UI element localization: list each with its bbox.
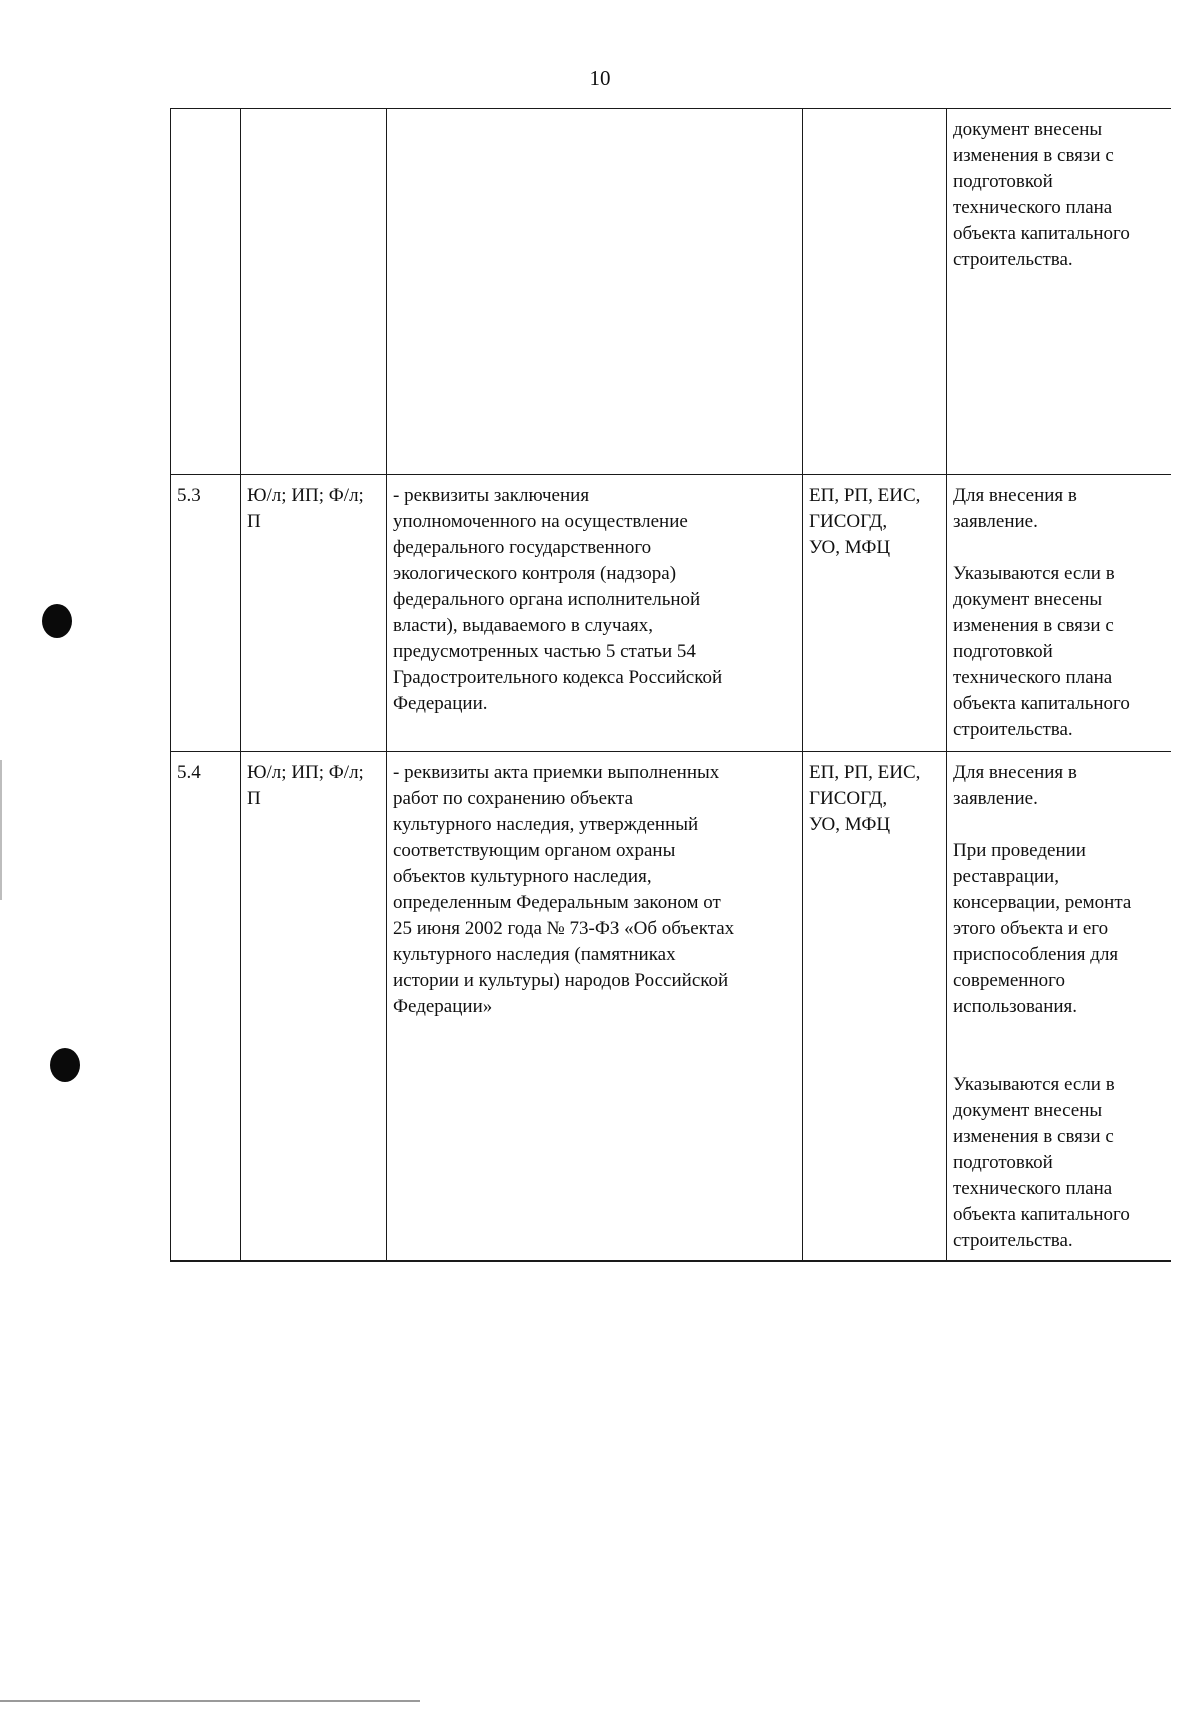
note-paragraph: Указываются если в документ внесены изменения в связи с подготовкой технического плана объекта капитального строительства. [953, 563, 1130, 740]
table-row-5-3 [171, 475, 1171, 752]
note-cell [947, 109, 1171, 475]
note-paragraph: При проведении реставрации, консервации, ремонта этого объекта и его приспособления для современного использования. [953, 840, 1132, 1017]
row-number-cell [171, 109, 241, 475]
description-cell: - реквизиты акта приемки выполненных работ по сохранению объекта культурного наследия, утвержденный соответствующим органом охраны объектов культурного наследия, определенным Федеральным законом от 25 июня 2002 года № 73-ФЗ «Об объектах культурного наследия (памятниках истории и культуры) народов Российской Федерации» [387, 752, 803, 1262]
note-cell [947, 475, 1171, 752]
applicant-cell: Ю/л; ИП; Ф/л; П [241, 475, 387, 752]
applicant-cell [241, 109, 387, 475]
row-number-cell: 5.4 [171, 752, 241, 1262]
scan-edge-mark [0, 760, 2, 900]
binder-hole [42, 604, 72, 638]
table-row-5-4 [171, 752, 1171, 1262]
source-cell: ЕП, РП, ЕИС, ГИСОГД, УО, МФЦ [803, 752, 947, 1262]
binder-hole [50, 1048, 80, 1082]
source-cell: ЕП, РП, ЕИС, ГИСОГД, УО, МФЦ [803, 475, 947, 752]
row-number-cell: 5.3 [171, 475, 241, 752]
document-table [170, 108, 1171, 1262]
scan-bottom-edge [0, 1700, 420, 1702]
note-paragraph: Указываются если в документ внесены изменения в связи с подготовкой технического плана объекта капитального строительства. [953, 1074, 1130, 1251]
table-row-continuation [171, 109, 1171, 475]
note-cell [947, 752, 1171, 1262]
applicant-cell: Ю/л; ИП; Ф/л; П [241, 752, 387, 1262]
description-cell: - реквизиты заключения уполномоченного на осуществление федерального государственного экологического контроля (надзора) федерального органа исполнительной власти), выдаваемого в случаях, предусмотренных частью 5 статьи 54 Градостроительного кодекса Российской Федерации. [387, 475, 803, 752]
source-cell [803, 109, 947, 475]
page-number: 10 [589, 66, 611, 90]
description-cell [387, 109, 803, 475]
note-paragraph: Для внесения в заявление. [953, 762, 1077, 809]
note-paragraph: документ внесены изменения в связи с подготовкой технического плана объекта капитального строительства. [953, 119, 1130, 270]
note-paragraph: Для внесения в заявление. [953, 485, 1077, 532]
